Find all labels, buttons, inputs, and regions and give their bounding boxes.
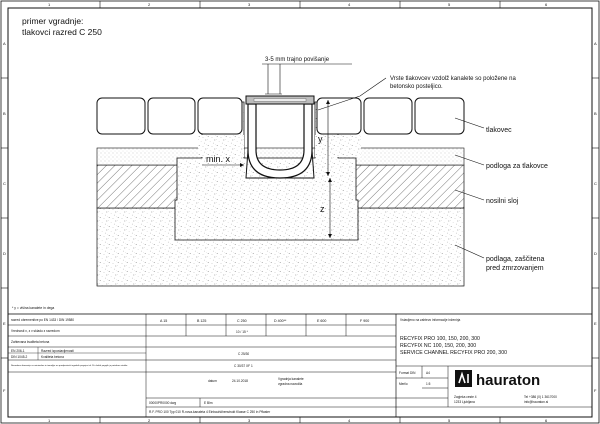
label-y: y [318,134,323,144]
label-note-line-2: betonsko posteljico. [390,84,443,90]
telephone: Tel +386 (0) 1 3617000 [524,395,557,399]
row-label-c: C [3,181,6,186]
col-label-2-bottom: 2 [148,418,151,423]
title-line-2: tlakovci razred C 250 [22,27,102,37]
scale-value: 1:5 [426,382,431,386]
row-label-a: A [3,41,6,46]
tb-header-note: Vstavljeno na zahtevo informacije inženirja [400,318,461,322]
tb-row3-label: Zahtevana kvaliteta betona [11,340,50,344]
load-class-b125: B 125 [197,319,207,323]
tb-row4a-left: EN 206-1 [11,349,25,353]
col-label-4: 4 [348,2,351,7]
row-label-c-right: C [594,181,597,186]
footnote: * y = višina kanalete in dega [12,306,55,310]
product-3: SERVICE CHANNEL RECYFIX PRO 200, 300 [400,350,507,356]
pavers-right [317,98,464,134]
product-1: RECYFIX PRO 100, 150, 200, 300 [400,336,480,342]
brand-name: hauraton [476,372,541,389]
paver [97,98,145,134]
label-note-line-1: Vrste tlakovcev vzdolž kanalete so položene na [390,76,516,82]
grating-slot [254,99,306,102]
col-label-1: 1 [48,2,51,7]
row-label-b: B [3,111,6,116]
label-zascitena-line-1: podlaga, zaščitena [486,256,545,263]
load-class-d400: D 400** [274,319,287,323]
col-label-6-bottom: 6 [545,418,548,423]
address-line-1: Zapjeka ceste 4 [454,395,477,399]
row-label-e-right: E [594,321,597,326]
paver [317,98,361,134]
col-label-2: 2 [148,2,151,7]
concrete-class-2: C 30/37 XF 1 [234,364,253,368]
row-label-b-right: B [594,111,597,116]
col-label-3: 3 [248,2,251,7]
scale-label: Merilo [399,382,408,386]
paver [148,98,195,134]
label-nosilni: nosilni sloj [486,198,519,205]
col-label-5: 5 [448,2,451,7]
date-label: datum [208,379,217,383]
scope-line-1: Vgradnja kanalete [278,377,304,381]
format-label: Format DIN [399,371,416,375]
col-label-6: 6 [545,2,548,7]
product-2: RECYFIX NC 100, 150, 200, 300 [400,343,477,349]
xz-value: 10 / 15 * [236,330,248,334]
drawing-number: 00000PR0000 dwg [149,401,177,405]
label-z: z [320,204,325,214]
load-class-e600: E 600 [317,319,327,323]
paver [364,98,412,134]
format-value: A4 [426,371,430,375]
load-class-c250: C 250 [237,319,247,323]
tb-row5-label: Navedene dimenzije so minimalne in temeljijo na predpostavki ugodnih pogojev tal. Pri slabih pogojih je potrebna statika. [11,365,128,367]
label-podloga: podloga za tlakovce [486,163,548,170]
row-label-e: E [3,321,6,326]
row-label-d: D [3,251,6,256]
tb-row4b-right: Kvaliteta betona [41,355,64,359]
row-label-a-right: A [594,41,597,46]
tb-row4a-right: Razred izpostavljenosti [41,349,74,353]
row-label-f: F [3,388,6,393]
label-min-x: min. x [206,154,231,164]
author: E Blm [204,401,213,405]
tb-row4b-left: DIN 1045-2 [11,355,28,359]
address-line-2: 1233 Ljubljana [454,400,475,404]
label-raise: 3-5 mm trajno povišanje [265,57,330,63]
row-label-f-right: F [594,388,597,393]
paver [198,98,242,134]
load-class-a15: A 15 [160,319,168,323]
col-label-5-bottom: 5 [448,418,451,423]
col-label-4-bottom: 4 [348,418,351,423]
row-label-d-right: D [594,251,597,256]
hauraton-logo [455,370,540,389]
date-value: 24.10.2018 [232,379,248,383]
concrete-class-1: C 25/30 [238,352,250,356]
label-tlakovec: tlakovec [486,127,512,134]
bottom-line: R.F. PRO 100 Typ 010 R-nova-kanaleta 4 Einbauhöhenstrukt Klasse C 250 in Pflaster [149,410,271,414]
col-label-1-bottom: 1 [48,418,51,423]
web: info@hauraton.si [524,400,549,404]
load-class-f900: F 900 [360,319,370,323]
tb-row1-label: razred obremenitve po EN 1433 / DIN 19580 [11,318,75,322]
label-zascitena-line-2: pred zmrzovanjem [486,265,544,272]
scope-line-2: vgradna navodila [278,382,303,386]
tb-row2-label: Vrednosti x, z v skladu z razredom [11,329,60,333]
pavers-left [97,98,242,134]
title-line-1: primer vgradnje: [22,16,84,26]
col-label-3-bottom: 3 [248,418,251,423]
paver [415,98,464,134]
